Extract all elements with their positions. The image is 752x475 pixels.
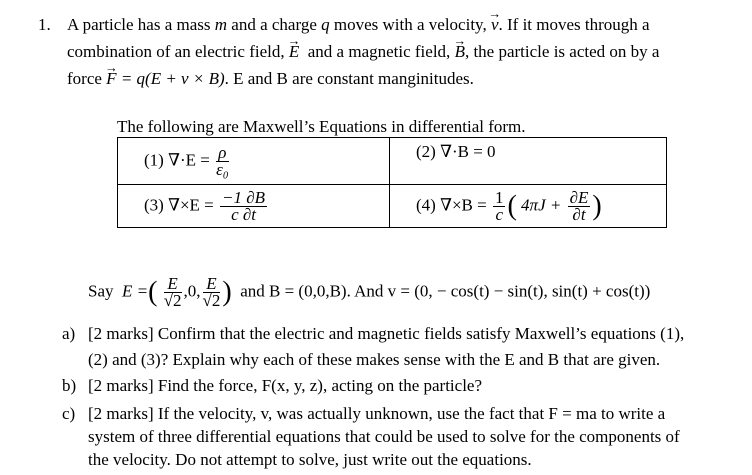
maxwell-equations-table <box>117 137 667 228</box>
force-formula: = q(E + v × B) <box>120 69 225 88</box>
part-c-label: c) <box>62 404 76 423</box>
problem-number: 1. <box>38 15 51 34</box>
part-b-line-1: [2 marks] Find the force, F(x, y, z), acting on the particle? <box>88 376 483 395</box>
equation-1: (1) ∇·E = $\frac{\rho}{\text{ε₀}}$ <box>118 138 390 185</box>
part-b-label: b) <box>62 376 77 395</box>
part-a-label: a) <box>62 324 76 343</box>
intro-line-2: combination of an electric field, → E and a magnetic field, → B, the particle is acted on by a <box>67 42 659 62</box>
say-line: Say E =( $\frac{E}{√2}$ ,0, $\frac{E}{√2}$ ) and B = (0,0,B). And v = (0, − cos(t) − sin(t), sin(t) + cos(t)) <box>88 274 651 310</box>
part-a-line-2: (2) and (3)? Explain why each of these makes sense with the E and B that are given. <box>88 350 661 369</box>
part-c-line-3: the velocity. Do not attempt to solve, just write out the equations. <box>88 450 532 469</box>
part-c-line-2: system of three differential equations that could be used to solve for the components of <box>88 427 680 446</box>
intro-line-3: force → F = q(E + v × B). E and B are constant manginitudes. <box>67 69 474 89</box>
velocity-symbol: → v <box>491 15 499 35</box>
intro-line-1: A particle has a mass m and a charge q moves with a velocity, → v. If it moves through a <box>67 15 650 35</box>
equation-4: (4) ∇×B = $\frac{1}{c}$ ( 4πJ + $\frac{\partial E}{\partial t}$ ) <box>390 185 667 228</box>
equation-2: (2) ∇·B = 0 <box>390 138 667 185</box>
part-c-line-1: [2 marks] If the velocity, v, was actually unknown, use the fact that F = ma to write a <box>88 404 666 423</box>
maxwell-caption: The following are Maxwell’s Equations in differential form. <box>117 117 526 136</box>
equation-3: (3) ∇×E = $\frac{-1 \partial B}{c \partial t}$ <box>118 185 390 228</box>
part-a-line-1: [2 marks] Confirm that the electric and magnetic fields satisfy Maxwell’s equations (1), <box>88 324 685 343</box>
